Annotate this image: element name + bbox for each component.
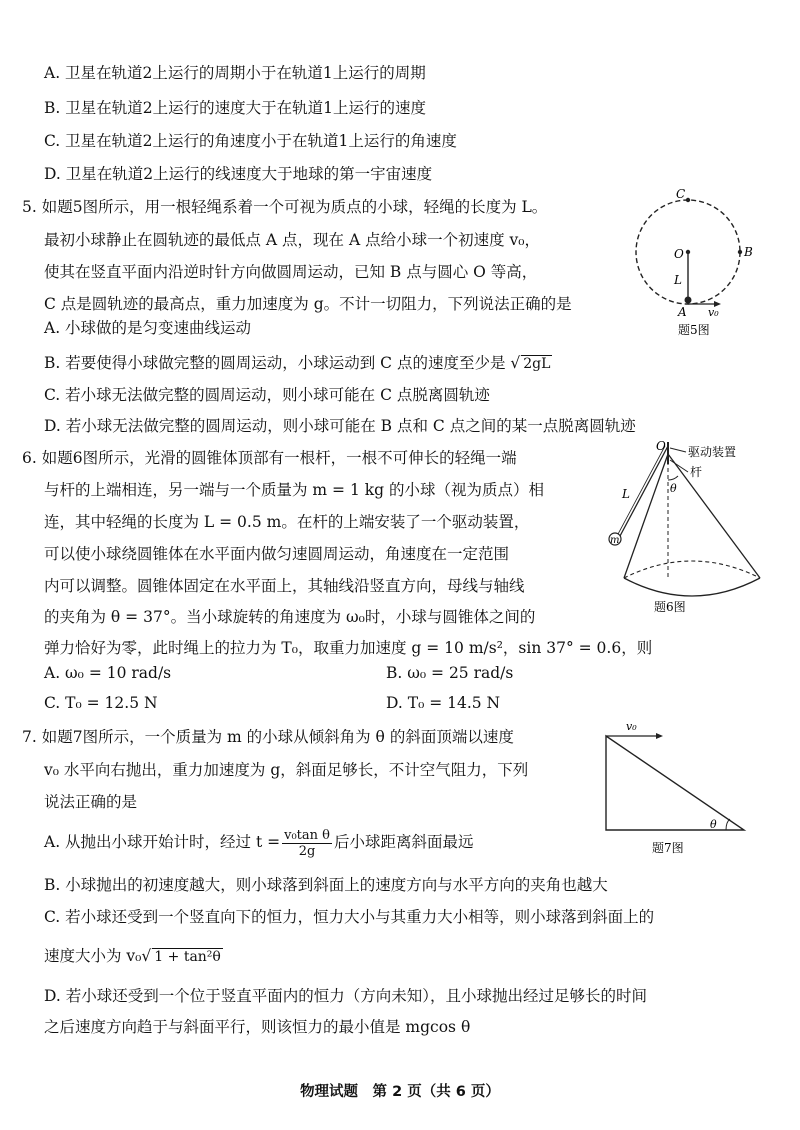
q7-option-b: B. 小球抛出的初速度越大，则小球落到斜面上的速度方向与水平方向的夹角也越大 [44, 876, 608, 894]
q6-label-o: O [656, 439, 666, 453]
q4-option-b: B. 卫星在轨道2上运行的速度大于在轨道1上运行的速度 [44, 99, 426, 117]
q5-option-d: D. 若小球无法做完整的圆周运动，则小球可能在 B 点和 C 点之间的某一点脱离圆轨迹 [44, 417, 636, 435]
q5-stem-line-1: 5. 如题5图所示，用一根轻绳系着一个可视为质点的小球，轻绳的长度为 L。 [22, 198, 548, 216]
q5-point-b-dot [738, 250, 742, 254]
q6-label-m: m [610, 535, 620, 546]
q7-option-d-line-2: 之后速度方向趋于与斜面平行，则该恒力的最小值是 mgcos θ [44, 1018, 471, 1036]
q7-option-a-fraction [282, 828, 332, 859]
q6-label-l: L [622, 487, 630, 501]
q5-label-o: O [674, 247, 684, 261]
q6-figure [598, 438, 798, 618]
q7-option-a-tail: 后小球距离斜面最远 [334, 833, 474, 851]
q6-option-d: D. T₀ = 14.5 N [386, 694, 501, 712]
q7-label-theta: θ [710, 818, 717, 831]
q5-label-a: A [678, 305, 687, 319]
q6-label-drive: 驱动装置 [688, 445, 737, 459]
q7-caption: 题7图 [652, 841, 684, 855]
q5-label-b: B [744, 245, 753, 259]
page-footer: 物理试题 第 2 页（共 6 页） [300, 1084, 500, 1100]
q6-drive-leader [670, 448, 686, 452]
q5-caption: 题5图 [678, 323, 710, 337]
q7-velocity-arrowhead [656, 733, 663, 739]
q5-center-dot [686, 250, 690, 254]
q5-figure [620, 186, 780, 341]
q7-option-c-line-1: C. 若小球还受到一个竖直向下的恒力，恒力大小与其重力大小相等，则小球落到斜面上的 [44, 908, 655, 926]
q6-cone-base-front [624, 578, 760, 596]
q6-stem-line-7: 弹力恰好为零，此时绳上的拉力为 T₀，取重力加速度 g = 10 m/s²，sin 37° = 0.6，则 [44, 639, 653, 657]
q5-option-c: C. 若小球无法做完整的圆周运动，则小球可能在 C 点脱离圆轨迹 [44, 386, 490, 404]
q7-stem-line-3: 说法正确的是 [44, 793, 138, 811]
q7-option-a-text: A. 从抛出小球开始计时，经过 t = [44, 833, 281, 851]
q6-option-a: A. ω₀ = 10 rad/s [44, 664, 172, 682]
q4-option-c: C. 卫星在轨道2上运行的角速度小于在轨道1上运行的角速度 [44, 132, 457, 150]
q4-option-d: D. 卫星在轨道2上运行的线速度大于地球的第一宇宙速度 [44, 165, 433, 183]
q6-stem-line-1: 6. 如题6图所示，光滑的圆锥体顶部有一根杆，一根不可伸长的轻绳一端 [22, 449, 517, 467]
q7-label-v0: v₀ [626, 720, 637, 733]
q6-label-rod: 杆 [690, 465, 703, 479]
q5-point-c-dot [686, 198, 690, 202]
q5-ball [685, 297, 692, 304]
q6-stem-line-6: 的夹角为 θ = 37°。当小球旋转的角速度为 ω₀时，小球与圆锥体之间的 [44, 608, 536, 626]
q6-option-c: C. T₀ = 12.5 N [44, 694, 158, 712]
q7-fraction-numerator: v₀tan θ [284, 827, 330, 843]
q6-angle-arc [668, 476, 678, 480]
q7-option-c-text: 速度大小为 v₀√ [44, 947, 152, 965]
q6-stem-line-4: 可以使小球绕圆锥体在水平面内做匀速圆周运动，角速度在一定范围 [44, 545, 510, 563]
q6-label-theta: θ [670, 482, 677, 495]
q5-option-b-text: B. 若要使得小球做完整的圆周运动，小球运动到 C 点的速度至少是 √ [44, 354, 521, 372]
q6-stem-line-5: 内可以调整。圆锥体固定在水平面上，其轴线沿竖直方向，母线与轴线 [44, 577, 525, 595]
q7-fraction-denominator: 2g [298, 843, 316, 859]
q6-stem-line-2: 与杆的上端相连，另一端与一个质量为 m = 1 kg 的小球（视为质点）相 [44, 481, 544, 499]
q5-stem-line-3: 使其在竖直平面内沿逆时针方向做圆周运动，已知 B 点与圆心 O 等高， [44, 263, 538, 281]
q5-stem-line-4: C 点是圆轨迹的最高点，重力加速度为 g。不计一切阻力，下列说法正确的是 [44, 295, 572, 313]
q6-cone-base-back [624, 561, 760, 578]
q7-stem-line-1: 7. 如题7图所示，一个质量为 m 的小球从倾斜角为 θ 的斜面顶端以速度 [22, 728, 514, 746]
q7-option-d-line-1: D. 若小球还受到一个位于竖直平面内的恒力（方向未知），且小球抛出经过足够长的时间 [44, 987, 647, 1005]
q6-cone-right-edge [668, 454, 760, 578]
q7-option-a [44, 824, 474, 860]
q6-rod-leader [670, 460, 688, 472]
q7-stem-line-2: v₀ 水平向右抛出，重力加速度为 g，斜面足够长，不计空气阻力，下列 [44, 761, 529, 779]
q4-option-a: A. 卫星在轨道2上运行的周期小于在轨道1上运行的周期 [44, 64, 426, 82]
q6-caption: 题6图 [654, 600, 686, 614]
q5-label-c: C [676, 187, 686, 201]
q7-option-c-line-2 [44, 945, 223, 967]
q7-incline [606, 736, 744, 830]
q6-option-b: B. ω₀ = 25 rad/s [386, 664, 514, 682]
q5-option-b-radicand: 2gL [523, 356, 551, 372]
q5-label-l: L [674, 273, 682, 287]
q6-stem-line-3: 连，其中轻绳的长度为 L = 0.5 m。在杆的上端安装了一个驱动装置， [44, 513, 530, 531]
q5-option-a: A. 小球做的是匀变速曲线运动 [44, 319, 252, 337]
q5-stem-line-2: 最初小球静止在圆轨迹的最低点 A 点，现在 A 点给小球一个初速度 v₀， [44, 231, 540, 249]
q7-option-c-radicand: 1 + tan²θ [154, 949, 221, 965]
q5-option-b [44, 352, 552, 374]
q7-figure [596, 718, 756, 858]
q5-label-v0: v₀ [708, 306, 719, 319]
